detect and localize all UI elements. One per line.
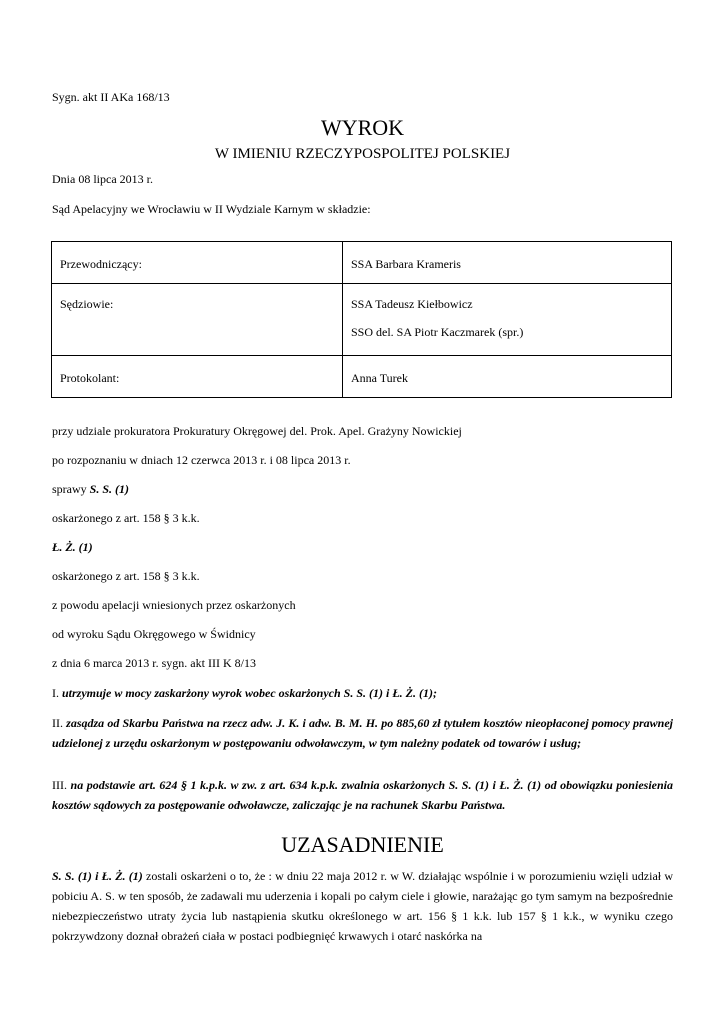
case-prefix: sprawy bbox=[52, 482, 90, 496]
table-row bbox=[52, 284, 672, 356]
resolution-2 bbox=[52, 713, 673, 753]
defendant-2: Ł. Ż. (1) bbox=[52, 540, 93, 554]
judge-2: SSO del. SA Piotr Kaczmarek (spr.) bbox=[351, 325, 524, 339]
justification-lead: S. S. (1) i Ł. Ż. (1) bbox=[52, 869, 143, 883]
chair-label: Przewodniczący: bbox=[52, 242, 343, 284]
against-line: od wyroku Sądu Okręgowego w Świdnicy bbox=[52, 627, 256, 641]
judges-value bbox=[343, 284, 672, 356]
document-subtitle: W IMIENIU RZECZYPOSPOLITEJ POLSKIEJ bbox=[214, 146, 511, 162]
chair-value: SSA Barbara Krameris bbox=[343, 242, 672, 284]
justification-heading: UZASADNIENIE bbox=[281, 832, 444, 857]
document-title: WYROK bbox=[320, 115, 405, 140]
defendant-1: S. S. (1) bbox=[89, 482, 130, 496]
judge-1: SSA Tadeusz Kiełbowicz bbox=[351, 297, 473, 311]
resolution-number: III. bbox=[52, 778, 71, 792]
justification-paragraph bbox=[52, 866, 673, 946]
verdict-date-line: z dnia 6 marca 2013 r. sygn. akt III K 8/13 bbox=[52, 656, 256, 670]
resolution-number: I. bbox=[52, 686, 62, 700]
case-signature: Sygn. akt II AKa 168/13 bbox=[52, 90, 170, 104]
charge-2: oskarżonego z art. 158 § 3 k.k. bbox=[52, 569, 200, 583]
table-row bbox=[52, 242, 672, 284]
prosecutor-line: przy udziale prokuratora Prokuratury Okręgowej del. Prok. Apel. Grażyny Nowickiej bbox=[52, 424, 462, 438]
case-line bbox=[52, 482, 129, 497]
resolution-text: zasądza od Skarbu Państwa na rzecz adw. J. K. i adw. B. M. H. po 885,60 zł tytułem kosztów nieopłaconej pomocy prawnej udzielonej z urzędu oskarżonym w postępowaniu odwoławczym, w tym należny podatek od towarów i usług; bbox=[52, 716, 673, 750]
clerk-label: Protokolant: bbox=[52, 356, 343, 398]
clerk-value: Anna Turek bbox=[343, 356, 672, 398]
justification-text: zostali oskarżeni o to, że : w dniu 22 maja 2012 r. w W. działając wspólnie i w porozumieniu wzięli udział w pobiciu A. S. w ten sposób, że zadawali mu uderzenia i kopali po całym ciele i głowie, narażając go tym samym na bezpośrednie niebezpieczeństwo utraty życia lub nastąpienia skutku określonego w art. 156 § 1 k.k. lub 157 § 1 k.k., w wyniku czego pokrzywdzony doznał obrażeń ciała w postaci podbiegnięć krwawych i otarć naskórka na bbox=[52, 869, 674, 943]
resolution-text: utrzymuje w mocy zaskarżony wyrok wobec oskarżonych S. S. (1) i Ł. Ż. (1); bbox=[62, 686, 437, 700]
resolution-text: na podstawie art. 624 § 1 k.p.k. w zw. z art. 634 k.p.k. zwalnia oskarżonych S. S. (1) i Ł. Ż. (1) od obowiązku poniesienia kosztów sądowych za postępowanie odwoławcze, zaliczając je na rachunek Skarbu Państwa. bbox=[52, 778, 673, 812]
court-composition: Sąd Apelacyjny we Wrocławiu w II Wydziale Karnym w składzie: bbox=[52, 202, 371, 216]
judges-label: Sędziowie: bbox=[52, 284, 343, 356]
resolution-3 bbox=[52, 775, 673, 815]
resolution-number: II. bbox=[52, 716, 67, 730]
judgment-date: Dnia 08 lipca 2013 r. bbox=[52, 172, 153, 186]
panel-table bbox=[51, 241, 672, 398]
table-row bbox=[52, 356, 672, 398]
hearing-line: po rozpoznaniu w dniach 12 czerwca 2013 r. i 08 lipca 2013 r. bbox=[52, 453, 351, 467]
appeal-line: z powodu apelacji wniesionych przez oskarżonych bbox=[52, 598, 296, 612]
resolution-1 bbox=[52, 683, 673, 703]
charge-1: oskarżonego z art. 158 § 3 k.k. bbox=[52, 511, 200, 525]
